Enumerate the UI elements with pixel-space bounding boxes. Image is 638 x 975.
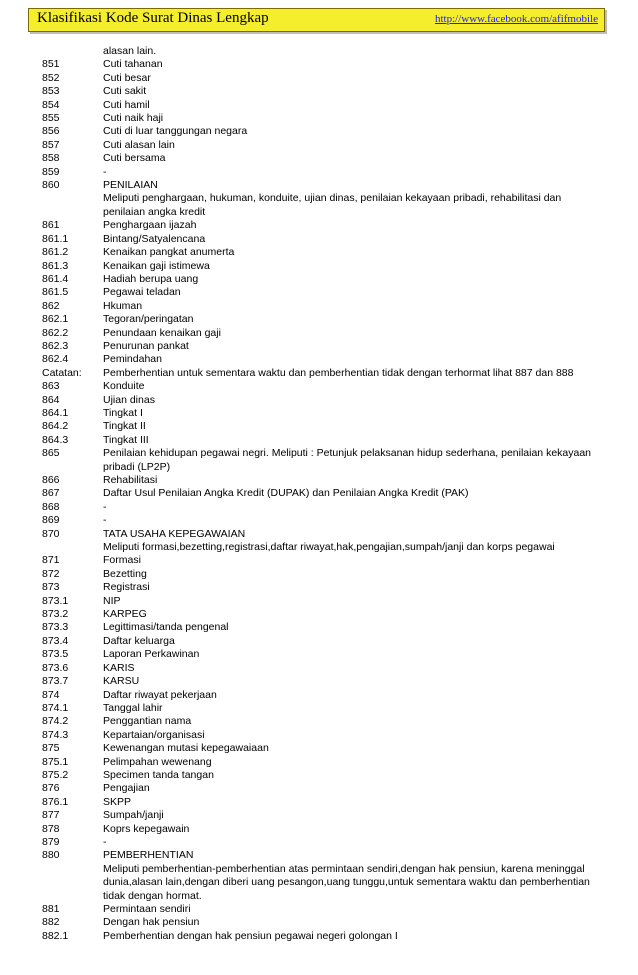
classification-description: PENILAIAN <box>103 179 158 192</box>
classification-description: Ujian dinas <box>103 393 155 406</box>
list-item <box>42 756 602 769</box>
classification-code: 873.3 <box>42 621 69 634</box>
list-item <box>42 72 602 85</box>
list-item <box>42 353 602 366</box>
list-item <box>42 930 602 943</box>
classification-description: Cuti sakit <box>103 85 147 98</box>
list-item <box>42 514 602 527</box>
document-title: Klasifikasi Kode Surat Dinas Lengkap <box>37 10 269 26</box>
classification-description: KARSU <box>103 675 140 688</box>
list-item <box>42 219 602 232</box>
classification-description: Cuti bersama <box>103 152 166 165</box>
classification-description: Pemindahan <box>103 353 162 366</box>
classification-code: 874.1 <box>42 701 69 714</box>
classification-description: Tingkat II <box>103 420 146 433</box>
list-item <box>42 863 602 903</box>
list-item <box>42 528 602 541</box>
classification-code: 881 <box>42 903 60 915</box>
classification-code: 870 <box>42 527 60 540</box>
classification-code: 859 <box>42 165 60 178</box>
classification-description: SKPP <box>103 795 132 808</box>
classification-code: 864 <box>42 393 60 406</box>
list-item <box>42 192 602 219</box>
facebook-link[interactable]: http://www.facebook.com/afifmobile <box>434 13 598 25</box>
classification-code: 871 <box>42 554 60 567</box>
classification-description: Daftar keluarga <box>103 634 175 647</box>
list-item <box>42 541 602 554</box>
classification-code: 861.2 <box>42 246 69 259</box>
classification-code: 874 <box>42 688 60 701</box>
list-item <box>42 434 602 447</box>
list-item <box>42 742 602 755</box>
classification-description: Meliputi formasi,bezetting,registrasi,daftar riwayat,hak,pengajian,sumpah/janji dan korps pegawai <box>103 541 555 554</box>
list-item <box>42 99 602 112</box>
list-item <box>42 487 602 500</box>
list-item <box>42 152 602 165</box>
classification-description: KARPEG <box>103 608 147 621</box>
list-item <box>42 809 602 822</box>
list-item <box>42 782 602 795</box>
classification-description: Penilaian kehidupan pegawai negri. Meliputi : Petunjuk pelaksanan hidup sederhana, penilaian kekayaan pribadi (LP2P) <box>103 447 592 473</box>
classification-description: Kenaikan pangkat anumerta <box>103 246 235 259</box>
list-item <box>42 179 602 192</box>
list-item <box>42 903 602 916</box>
classification-description: Penundaan kenaikan gaji <box>103 326 221 339</box>
classification-list <box>42 45 602 943</box>
classification-code: 873.6 <box>42 661 69 674</box>
classification-code: 857 <box>42 138 60 151</box>
list-item <box>42 581 602 594</box>
list-item <box>42 85 602 98</box>
classification-code: 875.1 <box>42 755 69 768</box>
list-item <box>42 407 602 420</box>
list-item <box>42 367 602 380</box>
classification-code: 864.1 <box>42 406 69 419</box>
list-item <box>42 380 602 393</box>
classification-description: Legittimasi/tanda pengenal <box>103 621 229 634</box>
classification-code: 882 <box>42 916 60 929</box>
classification-description: Meliputi pemberhentian-pemberhentian atas permintaan sendiri,dengan hak pensiun, karena meninggal dunia,alasan lain,dengan diberi uang pesangon,uang tunggu,untuk sementara waktu dan pemberhentian tidak dengan hormat. <box>103 862 590 902</box>
classification-code: 874.3 <box>42 728 69 741</box>
classification-code: 864.3 <box>42 433 69 446</box>
classification-description: TATA USAHA KEPEGAWAIAN <box>103 527 246 540</box>
list-item <box>42 233 602 246</box>
classification-code: 862 <box>42 299 60 312</box>
classification-code: 861.1 <box>42 232 69 245</box>
classification-code: 868 <box>42 500 60 513</box>
classification-code: 853 <box>42 85 60 98</box>
list-item <box>42 474 602 487</box>
classification-code: 855 <box>42 112 60 125</box>
classification-code: Catatan: <box>42 366 82 379</box>
classification-code: 873.7 <box>42 675 69 688</box>
classification-description: Daftar Usul Penilaian Angka Kredit (DUPAK) dan Penilaian Angka Kredit (PAK) <box>103 487 469 500</box>
classification-description: alasan lain. <box>103 45 157 57</box>
list-item <box>42 916 602 929</box>
list-item <box>42 554 602 567</box>
classification-description: Kepartaian/organisasi <box>103 728 205 741</box>
classification-description: Hadiah berupa uang <box>103 272 199 285</box>
list-item <box>42 420 602 433</box>
classification-code: 862.1 <box>42 313 69 326</box>
classification-code: 869 <box>42 514 60 527</box>
classification-description: Penurunan pankat <box>103 339 189 352</box>
classification-description: Cuti alasan lain <box>103 138 175 151</box>
list-item <box>42 300 602 313</box>
classification-code: 867 <box>42 487 60 500</box>
classification-code: 860 <box>42 179 60 192</box>
list-item <box>42 608 602 621</box>
classification-description: KARIS <box>103 661 135 674</box>
list-item <box>42 45 602 58</box>
classification-code: 865 <box>42 447 60 460</box>
classification-code <box>42 863 103 903</box>
list-item <box>42 273 602 286</box>
list-item <box>42 823 602 836</box>
classification-code: 876.1 <box>42 795 69 808</box>
classification-code: 872 <box>42 567 60 580</box>
list-item <box>42 595 602 608</box>
list-item <box>42 327 602 340</box>
classification-description: Cuti di luar tanggungan negara <box>103 125 248 138</box>
classification-code: 862.3 <box>42 339 69 352</box>
classification-code: 862.2 <box>42 326 69 339</box>
list-item <box>42 260 602 273</box>
classification-code: 878 <box>42 822 60 835</box>
classification-description: Daftar riwayat pekerjaan <box>103 688 217 701</box>
classification-description: Formasi <box>103 554 141 567</box>
classification-code: 873.5 <box>42 648 69 661</box>
classification-description: Tegoran/peringatan <box>103 313 194 326</box>
classification-code: 874.2 <box>42 715 69 728</box>
classification-description: Koprs kepegawain <box>103 822 190 835</box>
classification-description: Tanggal lahir <box>103 701 163 714</box>
classification-code: 873.4 <box>42 634 69 647</box>
classification-code: 864.2 <box>42 420 69 433</box>
classification-description: Meliputi penghargaan, hukuman, konduite, ujian dinas, penilaian kekayaan pribadi, rehabilitasi dan penilaian angka kredit <box>103 192 562 218</box>
list-item <box>42 340 602 353</box>
classification-code: 852 <box>42 71 60 84</box>
classification-code <box>42 45 103 58</box>
classification-description: Bintang/Satyalencana <box>103 232 206 245</box>
classification-code: 858 <box>42 152 60 165</box>
classification-description: Pengajian <box>103 782 150 795</box>
classification-description: Specimen tanda tangan <box>103 768 214 781</box>
classification-code: 873 <box>42 581 60 594</box>
classification-description: - <box>103 514 107 527</box>
classification-code: 856 <box>42 125 60 138</box>
list-item <box>42 702 602 715</box>
classification-code: 854 <box>42 98 60 111</box>
classification-description: Bezetting <box>103 567 147 580</box>
list-item <box>42 501 602 514</box>
classification-description: Penghargaan ijazah <box>103 219 197 232</box>
classification-description: Tingkat III <box>103 433 149 446</box>
classification-description: - <box>103 835 107 848</box>
classification-description: Sumpah/janji <box>103 809 164 822</box>
classification-description: Permintaan sendiri <box>103 903 191 915</box>
classification-description: NIP <box>103 594 121 607</box>
list-item <box>42 621 602 634</box>
classification-code: 877 <box>42 809 60 822</box>
list-item <box>42 648 602 661</box>
list-item <box>42 125 602 138</box>
list-item <box>42 836 602 849</box>
list-item <box>42 246 602 259</box>
classification-code <box>42 541 103 554</box>
classification-code: 875 <box>42 742 60 755</box>
classification-description: Pemberhentian untuk sementara waktu dan pemberhentian tidak dengan terhormat lihat 887 dan 888 <box>103 366 574 379</box>
classification-description: Cuti tahanan <box>103 58 163 71</box>
classification-description: Konduite <box>103 380 145 393</box>
classification-code: 866 <box>42 474 60 486</box>
list-item <box>42 689 602 702</box>
classification-description: Laporan Perkawinan <box>103 648 200 661</box>
list-item <box>42 286 602 299</box>
document-header <box>28 8 605 32</box>
classification-description: Hkuman <box>103 299 143 312</box>
classification-description: Pemberhentian dengan hak pensiun pegawai negeri golongan I <box>103 929 398 942</box>
classification-code: 873.2 <box>42 608 69 621</box>
classification-code: 862.4 <box>42 353 69 366</box>
list-item <box>42 166 602 179</box>
list-item <box>42 139 602 152</box>
classification-description: - <box>103 165 107 178</box>
classification-code: 882.1 <box>42 929 69 942</box>
classification-code: 861.5 <box>42 286 69 299</box>
classification-description: Tingkat I <box>103 406 143 419</box>
classification-code: 861.3 <box>42 259 69 272</box>
classification-description: Cuti hamil <box>103 98 150 111</box>
list-item <box>42 715 602 728</box>
classification-description: Kenaikan gaji istimewa <box>103 259 210 272</box>
list-item <box>42 662 602 675</box>
classification-code: 876 <box>42 782 60 795</box>
classification-code: 879 <box>42 835 60 848</box>
classification-code: 851 <box>42 58 60 71</box>
classification-code: 861.4 <box>42 272 69 285</box>
classification-description: Rehabilitasi <box>103 474 158 486</box>
list-item <box>42 394 602 407</box>
classification-code: 873.1 <box>42 594 69 607</box>
classification-code <box>42 192 103 219</box>
list-item <box>42 568 602 581</box>
list-item <box>42 729 602 742</box>
classification-description: Penggantian nama <box>103 715 192 728</box>
classification-code: 861 <box>42 219 60 232</box>
list-item <box>42 796 602 809</box>
classification-code: 875.2 <box>42 768 69 781</box>
list-item <box>42 635 602 648</box>
classification-description: Cuti besar <box>103 71 151 84</box>
classification-description: Cuti naik haji <box>103 112 164 125</box>
classification-description: - <box>103 500 107 513</box>
classification-description: Kewenangan mutasi kepegawaiaan <box>103 742 269 755</box>
classification-description: Dengan hak pensiun <box>103 916 200 929</box>
classification-description: Registrasi <box>103 581 150 594</box>
list-item <box>42 675 602 688</box>
classification-description: Pelimpahan wewenang <box>103 755 212 768</box>
classification-code: 863 <box>42 380 60 393</box>
list-item <box>42 447 602 474</box>
list-item <box>42 849 602 862</box>
list-item <box>42 112 602 125</box>
classification-description: Pegawai teladan <box>103 286 181 299</box>
list-item <box>42 769 602 782</box>
list-item <box>42 58 602 71</box>
classification-code: 880 <box>42 849 60 862</box>
classification-description: PEMBERHENTIAN <box>103 849 194 862</box>
list-item <box>42 313 602 326</box>
